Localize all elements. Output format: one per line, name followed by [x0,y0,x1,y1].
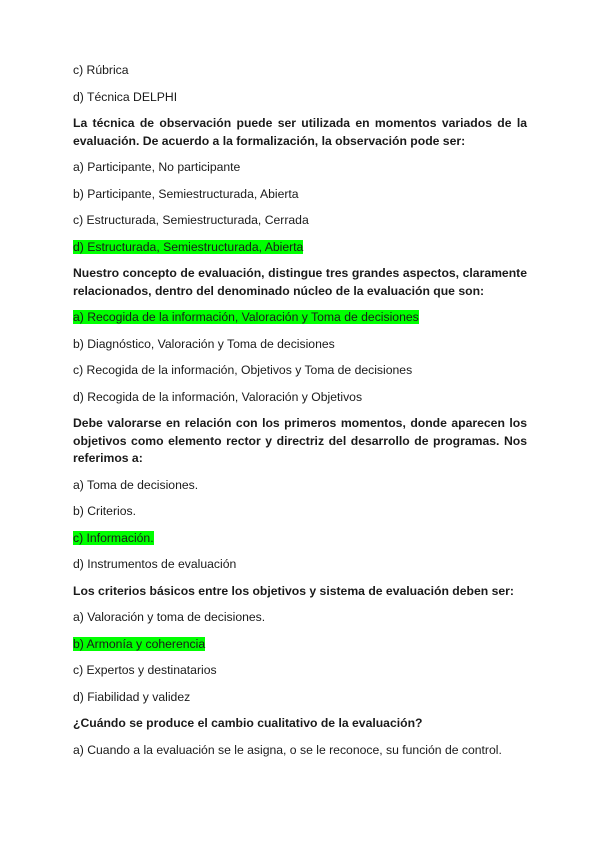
answer-option: a) Participante, No participante [73,160,241,174]
answer-option: c) Estructurada, Semiestructurada, Cerrada [73,213,309,227]
answer-option: b) Criterios. [73,504,136,518]
highlighted-answer: a) Recogida de la información, Valoración y Toma de decisiones [73,310,419,324]
question-text: Nuestro concepto de evaluación, distingue tres grandes aspectos, claramente relacionados, dentro del denominado núcleo de la evaluación que son: [73,266,527,298]
highlighted-answer: d) Estructurada, Semiestructurada, Abierta [73,239,304,254]
question-text: La técnica de observación puede ser utilizada en momentos variados de la evaluación. De acuerdo a la formalización, la observación pode ser: [73,116,527,148]
question-text: ¿Cuándo se produce el cambio cualitativo de la evaluación? [73,716,423,730]
highlighted-answer: c) Información. [73,530,154,545]
answer-option: d) Técnica DELPHI [73,89,178,104]
answer-option: c) Recogida de la información, Objetivos y Toma de decisiones [73,363,413,377]
answer-option: b) Participante, Semiestructurada, Abierta [73,186,299,201]
correct-answer-option [73,530,527,548]
answer-option: b) Diagnóstico, Valoración y Toma de decisiones [73,336,335,351]
question-text: Los criterios básicos entre los objetivos y sistema de evaluación deben ser: [73,583,514,598]
correct-answer-option [73,636,527,654]
answer-option: a) Toma de decisiones. [73,477,199,492]
correct-answer-option [73,239,527,257]
answer-option: c) Expertos y destinatarios [73,663,217,677]
answer-option: d) Recogida de la información, Valoración y Objetivos [73,389,363,404]
highlighted-answer: b) Armonía y coherencia [73,636,206,651]
correct-answer-option [73,309,527,327]
answer-option: a) Cuando a la evaluación se le asigna, o se le reconoce, su función de control. [73,742,502,757]
document-page [73,62,527,768]
answer-option: d) Instrumentos de evaluación [73,557,237,571]
answer-option: a) Valoración y toma de decisiones. [73,610,266,624]
question-text: Debe valorarse en relación con los primeros momentos, donde aparecen los objetivos como elemento rector y directriz del desarrollo de programas. Nos referimos a: [73,416,527,465]
answer-option: d) Fiabilidad y validez [73,689,191,704]
answer-option: c) Rúbrica [73,63,129,77]
